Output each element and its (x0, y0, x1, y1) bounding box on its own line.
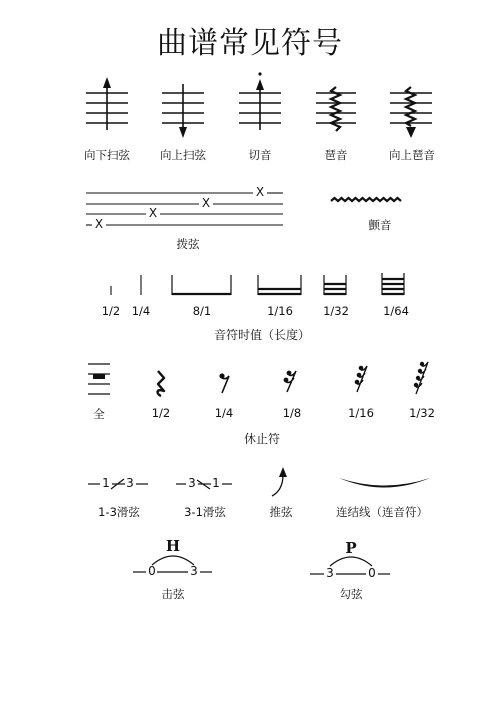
tremolo-label: 颤音 (368, 218, 392, 232)
hammer-label: 击弦 (161, 587, 185, 601)
sixteenth-rest-icon (284, 371, 296, 392)
eighth-rest-icon (219, 373, 229, 393)
pluck-mark: X (94, 217, 104, 231)
rest-label: 1/8 (282, 406, 302, 420)
strum-down-label: 向下扫弦 (84, 148, 130, 162)
duration-label: 8/1 (192, 304, 212, 318)
pluck-staff (86, 193, 283, 225)
tie-curve-icon (339, 478, 430, 488)
mute-strum-icon (239, 72, 281, 130)
duration-label: 1/4 (131, 304, 151, 318)
tie-label: 连结线（连音符） (336, 505, 428, 519)
durations-caption: 音符时值（长度） (213, 328, 311, 342)
strum-up-icon (162, 84, 204, 138)
slide-up-to: 3 (126, 476, 134, 490)
strum-down-icon (86, 77, 128, 130)
slide-down-to: 1 (212, 476, 220, 490)
duration-label: 1/32 (323, 304, 349, 318)
pull-label: 勾弦 (339, 587, 363, 601)
pluck-mark: X (148, 206, 158, 220)
rest-label: 1/32 (409, 406, 435, 420)
page-title: 曲谱常见符号 (157, 26, 343, 61)
slide-down-label: 3-1滑弦 (184, 505, 226, 519)
pluck-mark: X (201, 196, 211, 210)
bend-arrow-icon (272, 467, 287, 496)
pluck-label: 拨弦 (176, 237, 200, 251)
whole-rest-icon (88, 364, 110, 394)
slide-up-from: 1 (102, 476, 110, 490)
pull-from: 3 (326, 566, 334, 580)
slide-down-icon (176, 480, 232, 489)
slide-up-icon (88, 479, 148, 489)
pluck-mark: X (255, 185, 265, 199)
slide-up-label: 1-3滑弦 (98, 505, 140, 519)
hammer-letter: H (165, 537, 181, 555)
thirtysecond-rest-icon (355, 366, 367, 392)
push-label: 推弦 (269, 505, 293, 519)
rest-label: 1/4 (214, 406, 234, 420)
rest-label: 1/16 (348, 406, 374, 420)
hammer-from: 0 (148, 564, 156, 578)
hammer-to: 3 (190, 564, 198, 578)
quarter-rest-icon (158, 371, 164, 396)
arpeggio-up-label: 向上琶音 (389, 148, 435, 162)
arpeggio-icon (316, 87, 356, 131)
duration-label: 1/2 (101, 304, 121, 318)
duration-symbols (111, 273, 404, 295)
duration-label: 1/64 (383, 304, 409, 318)
rests-caption: 休止符 (243, 432, 281, 446)
sixtyfourth-rest-icon (414, 362, 428, 394)
pull-to: 0 (368, 566, 376, 580)
hammer-on-icon (133, 556, 212, 572)
duration-label: 1/16 (267, 304, 293, 318)
arpeggio-up-icon (390, 87, 432, 138)
rest-label: 1/2 (151, 406, 171, 420)
pull-letter: P (345, 539, 357, 557)
strum-up-label: 向上扫弦 (160, 148, 206, 162)
mute-strum-label: 切音 (248, 148, 272, 162)
pull-off-icon (310, 557, 390, 574)
slide-down-from: 3 (188, 476, 196, 490)
rest-label: 全 (93, 407, 105, 421)
arpeggio-label: 琶音 (324, 148, 348, 162)
tremolo-icon (331, 198, 401, 201)
